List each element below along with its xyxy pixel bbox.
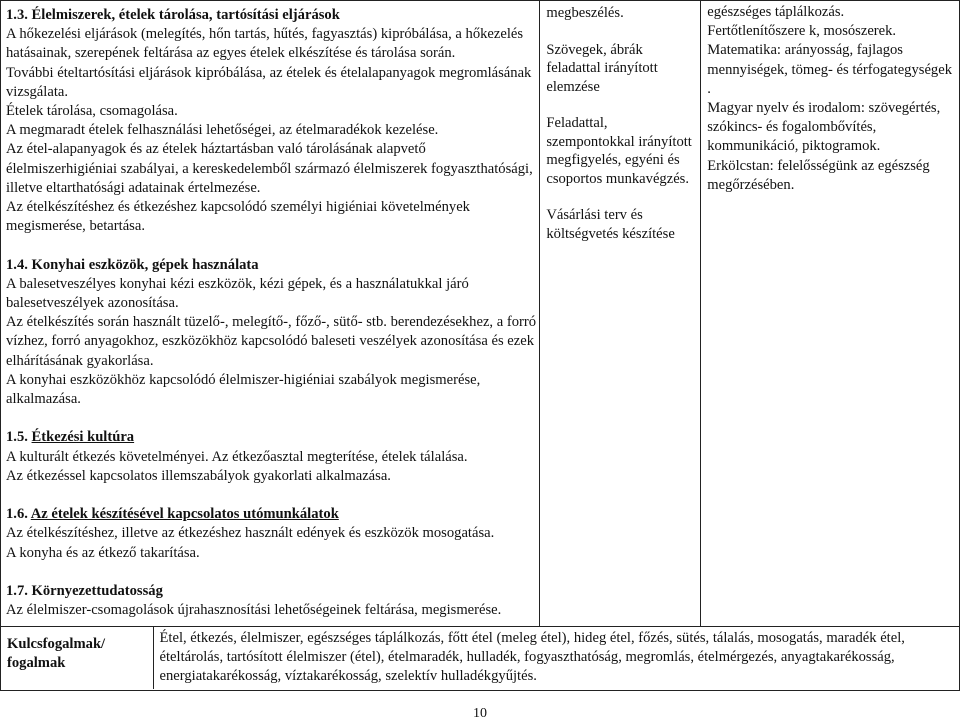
section-1-6-paragraph: A konyha és az étkező takarítása.: [6, 544, 200, 561]
methods-paragraph: megbeszélés.: [546, 5, 624, 21]
section-1-5-paragraph: Az étkezéssel kapcsolatos illemszabályok gyakorlati alkalmazása.: [6, 467, 391, 484]
section-1-4-title: 1.4. Konyhai eszközök, gépek használata: [6, 256, 259, 273]
section-1-3-paragraph: A hőkezelési eljárások (melegítés, hőn tartás, hűtés, fagyasztás) kipróbálása, a hőkezelés hatásainak, szerepének feltárása az egyes ételek elkészítése és tárolása során.: [6, 26, 524, 62]
section-1-6-title: Az ételek készítésével kapcsolatos utómunkálatok: [30, 506, 339, 523]
connections-paragraph: Matematika: arányosság, fajlagos mennyiségek, tömeg- és térfogategységek: [707, 42, 953, 78]
page-number: 10: [473, 706, 487, 721]
section-1-5-title: Étkezési kultúra: [31, 429, 135, 446]
section-1-3-paragraph: Az ételkészítéshez és étkezéshez kapcsolódó személyi higiéniai követelmények megismerése, betartása.: [6, 199, 470, 235]
section-1-7-paragraph: Az élelmiszer-csomagolások újrahasznosítási lehetőségeinek feltárása, megismerése.: [6, 602, 502, 619]
section-1-5-paragraph: A kulturált étkezés követelményei. Az étkezőasztal megterítése, ételek tálalása.: [6, 448, 468, 465]
section-1-4-paragraph: Az ételkészítés során használt tüzelő-, melegítő-, főző-, sütő- stb. berendezésekhez, a forró vízhez, forró anyagokhoz, eszközökhöz kapcsolódó baleseti veszélyek azonosítása és ezek elhárításának gyakorlása.: [6, 314, 537, 369]
methods-paragraph: Vásárlási terv és költségvetés készítése: [546, 207, 675, 242]
section-1-4-paragraph: A konyhai eszközökhöz kapcsolódó élelmiszer-higiéniai szabályok megismerése, alkalmazása.: [6, 371, 481, 408]
keywords-label: Kulcsfogalmak/ fogalmak: [1, 627, 153, 689]
section-1-5-number: 1.5.: [6, 429, 28, 446]
section-1-6-number: 1.6.: [6, 506, 28, 523]
connections-paragraph: egészséges táplálkozás.: [707, 4, 845, 20]
section-1-3-paragraph: Ételek tárolása, csomagolása.: [6, 103, 178, 120]
methods-column: [540, 1, 701, 627]
section-1-3-paragraph: Az étel-alapanyagok és az ételek háztartásban való tárolásának alapvető élelmiszerhigiéniai szabályai, a kereskedelemből származó élelmiszerek fogyaszthatósági, illetve eltarthatósági adatainak értelmezése.: [6, 141, 533, 196]
connections-paragraph: Fertőtlenítőszere k, mosószerek.: [707, 23, 897, 40]
methods-paragraph: Szövegek, ábrák feladattal irányított elemzése: [546, 41, 658, 95]
section-1-6-paragraph: Az ételkészítéshez, illetve az étkezéshez használt edények és eszközök mosogatása.: [6, 525, 495, 542]
section-1-7-title: 1.7. Környezettudatosság: [6, 583, 163, 600]
section-1-6-heading: [6, 505, 536, 524]
section-1-3-paragraph: A megmaradt ételek felhasználási lehetőségei, az ételmaradékok kezelése.: [6, 122, 439, 139]
keywords-row: [1, 627, 960, 691]
connections-paragraph: Erkölcstan: felelősségünk az egészség megőrzésében.: [707, 157, 930, 193]
section-1-3-paragraph: További ételtartósítási eljárások kipróbálása, az ételek és ételalapanyagok megromlásának vizsgálata.: [6, 64, 532, 100]
section-1-4-paragraph: A balesetveszélyes konyhai kézi eszközök, kézi gépek, és a használatukkal járó balesetveszélyek azonosítása.: [6, 275, 469, 312]
section-1-5-heading: [6, 428, 536, 447]
connections-paragraph: Magyar nyelv és irodalom: szövegértés, szókincs- és fogalombővítés, kommunikáció, piktogramok.: [707, 100, 941, 155]
connections-column: [701, 1, 960, 627]
keywords-text: Étel, étkezés, élelmiszer, egészséges táplálkozás, főtt étel (meleg étel), hideg étel, főzés, sütés, tálalás, mosogatás, maradék étel, ételtárolás, tartósított élelmiszer (étel), ételmaradék, hulladék, fogyaszthatóság, megromlás, ételmérgezés, anyagtakarékosság, energiatakarékosság, víztakarékosság, szelektív hulladékgyűjtés.: [159, 630, 905, 685]
section-1-3-title: 1.3. Élelmiszerek, ételek tárolása, tartósítási eljárások: [6, 7, 340, 23]
methods-paragraph: Feladattal, szempontokkal irányított megfigyelés, egyéni és csoportos munkavégzés.: [546, 115, 692, 187]
connections-paragraph: .: [707, 80, 711, 97]
content-column: [1, 1, 540, 627]
content-row: [1, 1, 960, 627]
